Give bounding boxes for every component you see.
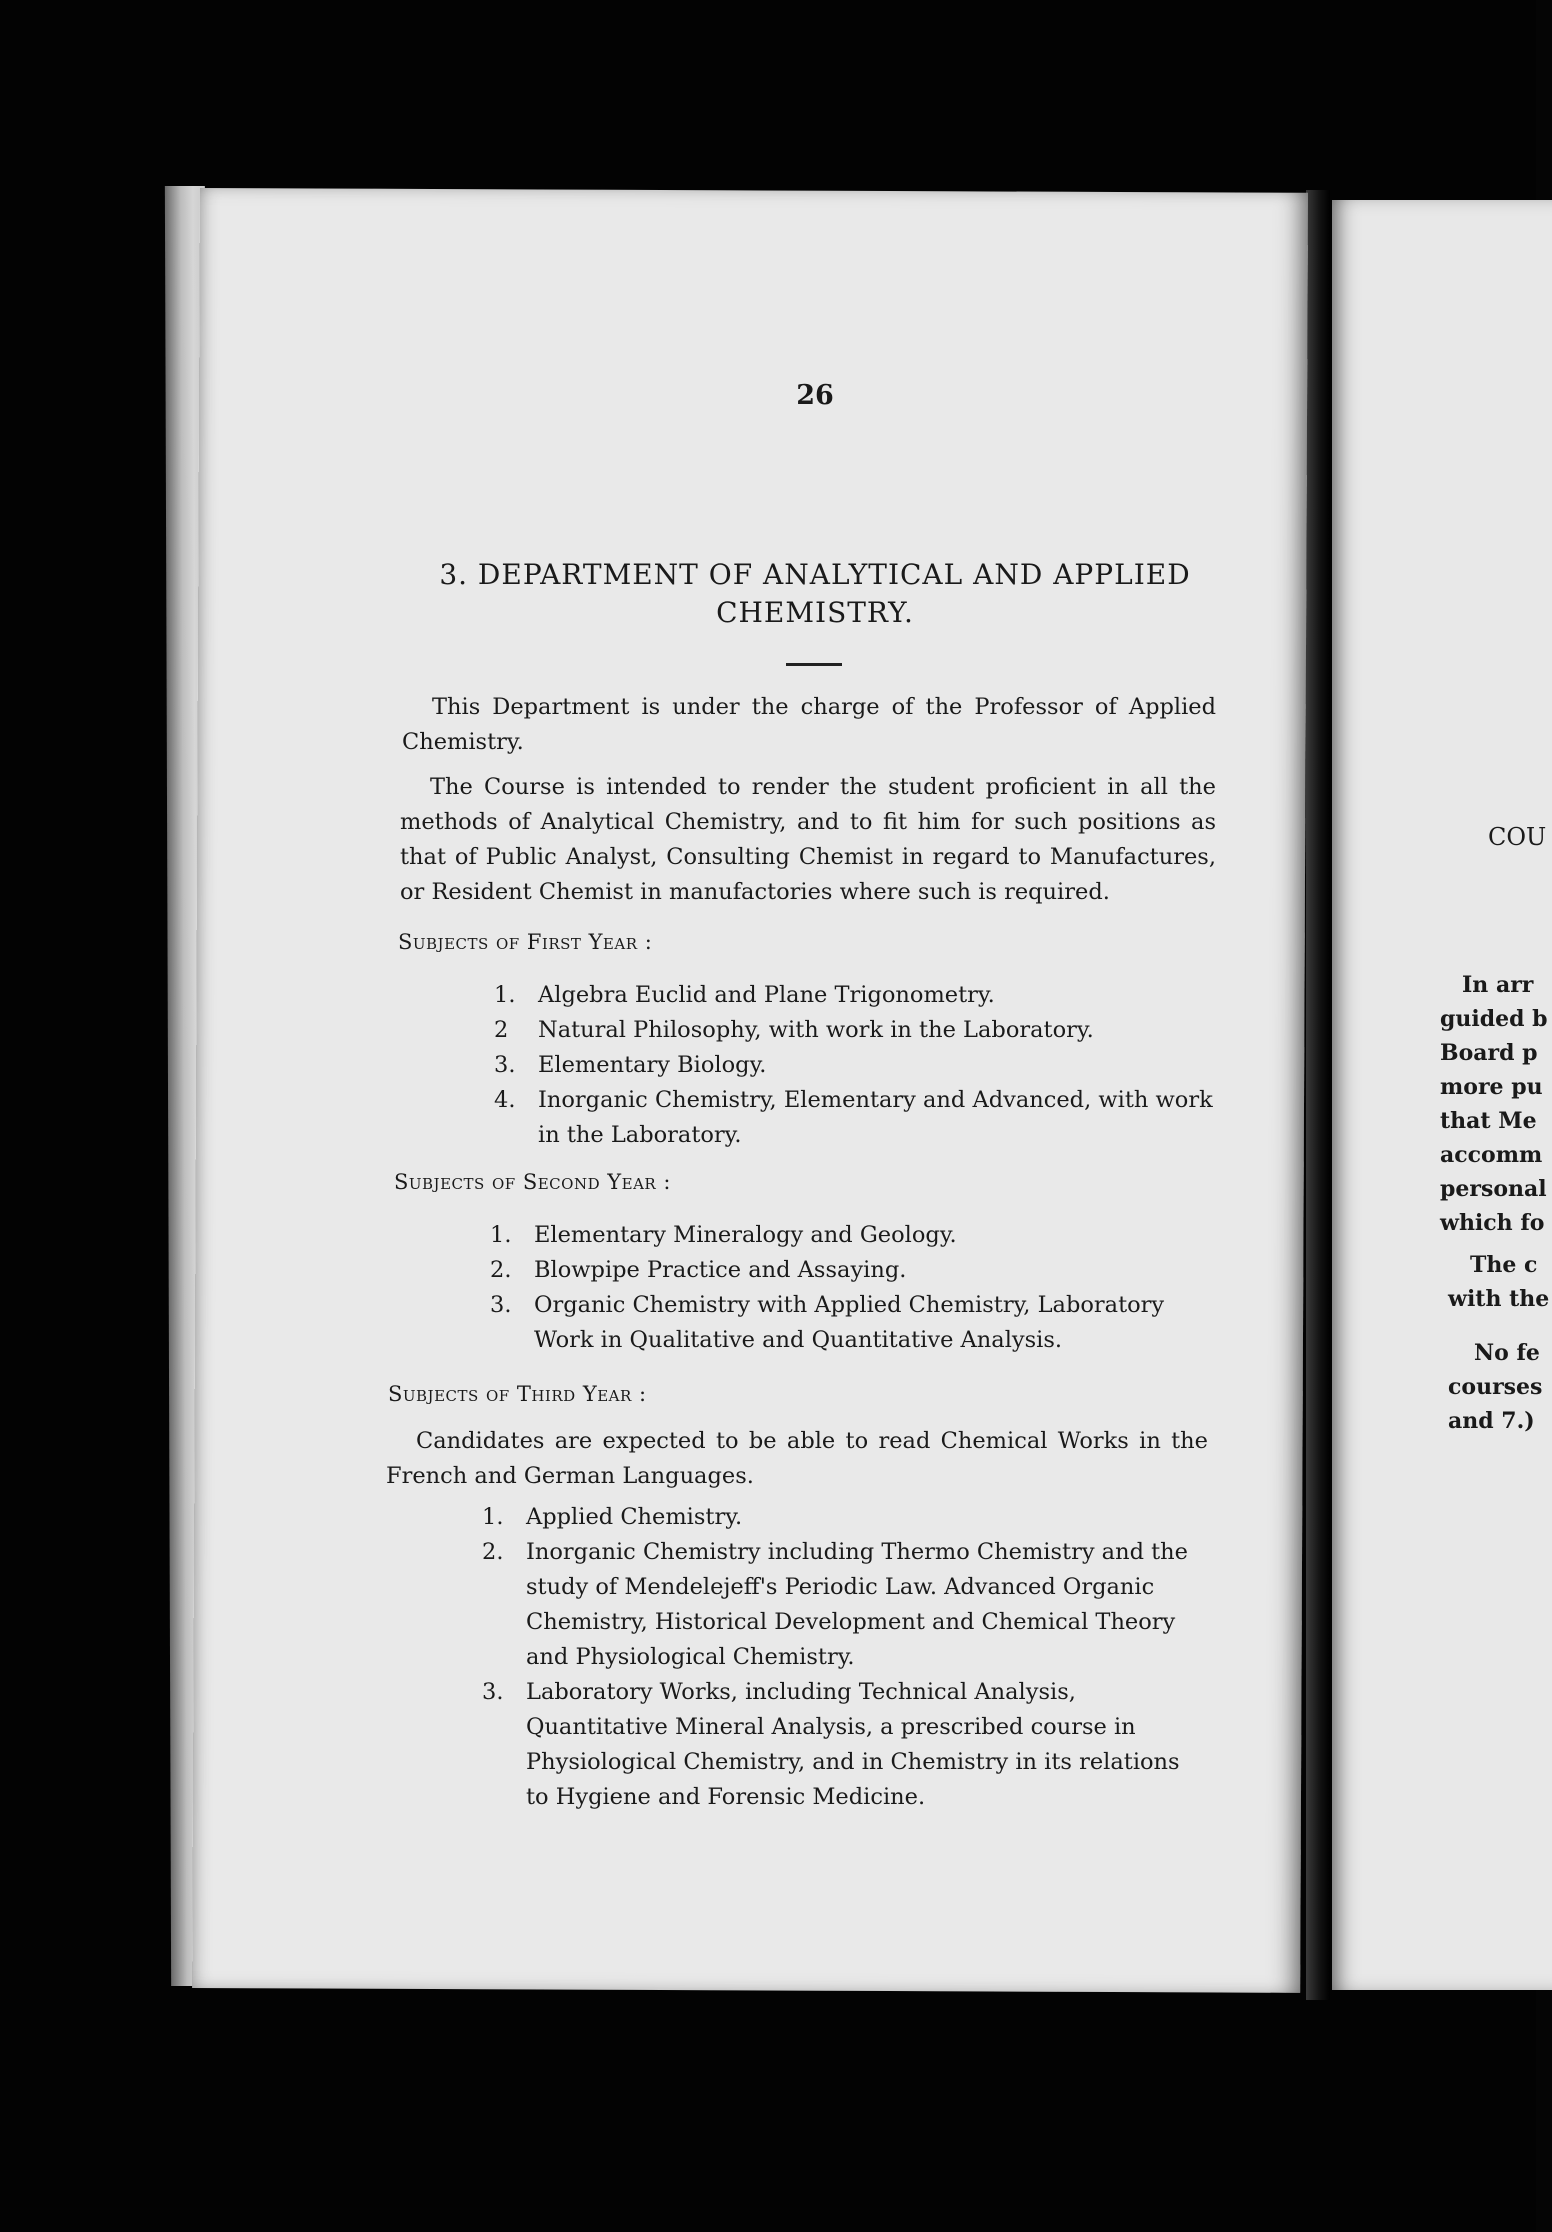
right-page-line: that Me — [1440, 1108, 1537, 1134]
item-text: Natural Philosophy, with work in the Laboratory. — [538, 1017, 1094, 1043]
intro-text: This Department is under the charge of the Professor of Applied Chemistry. — [402, 694, 1216, 755]
list-item — [490, 1253, 1212, 1288]
right-page-line: more pu — [1440, 1074, 1543, 1100]
list-item — [494, 1048, 1214, 1083]
title-line: CHEMISTRY. — [716, 596, 914, 629]
item-text: Elementary Mineralogy and Geology. — [534, 1222, 957, 1248]
right-page-line: No fe — [1474, 1340, 1540, 1366]
list-item — [482, 1675, 1204, 1815]
item-text: Laboratory Works, including Technical Analysis, Quantitative Mineral Analysis, a prescribed course in Physiological Chemistry, and in Chemistry in its relations to Hygiene and Forensic Medicine. — [526, 1679, 1180, 1810]
third-year-intro-text: Candidates are expected to be able to read Chemical Works in the French and German Languages. — [386, 1428, 1208, 1489]
list-item — [494, 1013, 1214, 1048]
right-page-line: Board p — [1440, 1040, 1538, 1066]
item-number: 1. — [490, 1222, 512, 1248]
item-number: 2 — [494, 1017, 509, 1043]
second-year-list — [490, 1218, 1212, 1358]
item-number: 3. — [494, 1052, 516, 1078]
title-divider — [786, 663, 842, 666]
right-page-line: courses — [1448, 1374, 1543, 1400]
item-text: Blowpipe Practice and Assaying. — [534, 1257, 907, 1283]
course-paragraph — [400, 770, 1216, 910]
item-number: 3. — [482, 1679, 504, 1705]
first-year-heading: Subjects of First Year : — [398, 930, 653, 954]
item-text: Inorganic Chemistry, Elementary and Advanced, with work in the Laboratory. — [538, 1087, 1213, 1148]
list-item — [482, 1535, 1204, 1675]
first-year-list — [494, 978, 1214, 1153]
right-page-heading: COU — [1488, 823, 1547, 851]
item-number: 1. — [494, 982, 516, 1008]
right-page-line: with the — [1448, 1286, 1550, 1312]
third-year-list — [482, 1500, 1204, 1815]
right-page-line: and 7.) — [1448, 1408, 1535, 1434]
item-text: Applied Chemistry. — [526, 1504, 743, 1530]
intro-paragraph — [402, 690, 1216, 760]
right-page-line: The c — [1470, 1252, 1538, 1278]
right-page-line: which fo — [1440, 1210, 1545, 1236]
page-number: 26 — [796, 380, 834, 411]
list-item — [494, 978, 1214, 1013]
list-item — [494, 1083, 1214, 1153]
item-number: 1. — [482, 1504, 504, 1530]
item-number: 3. — [490, 1292, 512, 1318]
third-year-heading: Subjects of Third Year : — [388, 1382, 647, 1406]
third-year-intro — [386, 1424, 1208, 1494]
second-year-heading: Subjects of Second Year : — [394, 1170, 671, 1194]
item-number: 4. — [494, 1087, 516, 1113]
item-text: Elementary Biology. — [538, 1052, 767, 1078]
list-item — [490, 1288, 1212, 1358]
list-item — [482, 1500, 1204, 1535]
item-text: Organic Chemistry with Applied Chemistry, Laboratory Work in Qualitative and Quantitative Analysis. — [534, 1292, 1165, 1353]
page-title — [420, 556, 1210, 632]
item-text: Inorganic Chemistry including Thermo Chemistry and the study of Mendelejeff's Periodic Law. Advanced Organic Chemistry, Historical Development and Chemical Theory and Physiological Chemistry. — [526, 1539, 1188, 1670]
title-line: 3. DEPARTMENT OF ANALYTICAL AND APPLIED — [439, 558, 1191, 591]
right-page-line: personal — [1440, 1176, 1547, 1202]
item-text: Algebra Euclid and Plane Trigonometry. — [538, 982, 995, 1008]
book-gutter — [1306, 190, 1330, 2000]
course-text: The Course is intended to render the student proficient in all the methods of Analytical Chemistry, and to fit him for such positions as that of Public Analyst, Consulting Chemist in regard to Manufactures, or Resident Chemist in manufactories where such is required. — [400, 774, 1216, 905]
item-number: 2. — [482, 1539, 504, 1565]
right-page-line: In arr — [1462, 972, 1534, 998]
item-number: 2. — [490, 1257, 512, 1283]
right-page-line: accomm — [1440, 1142, 1543, 1168]
right-page-line: guided b — [1440, 1006, 1548, 1032]
list-item — [490, 1218, 1212, 1253]
